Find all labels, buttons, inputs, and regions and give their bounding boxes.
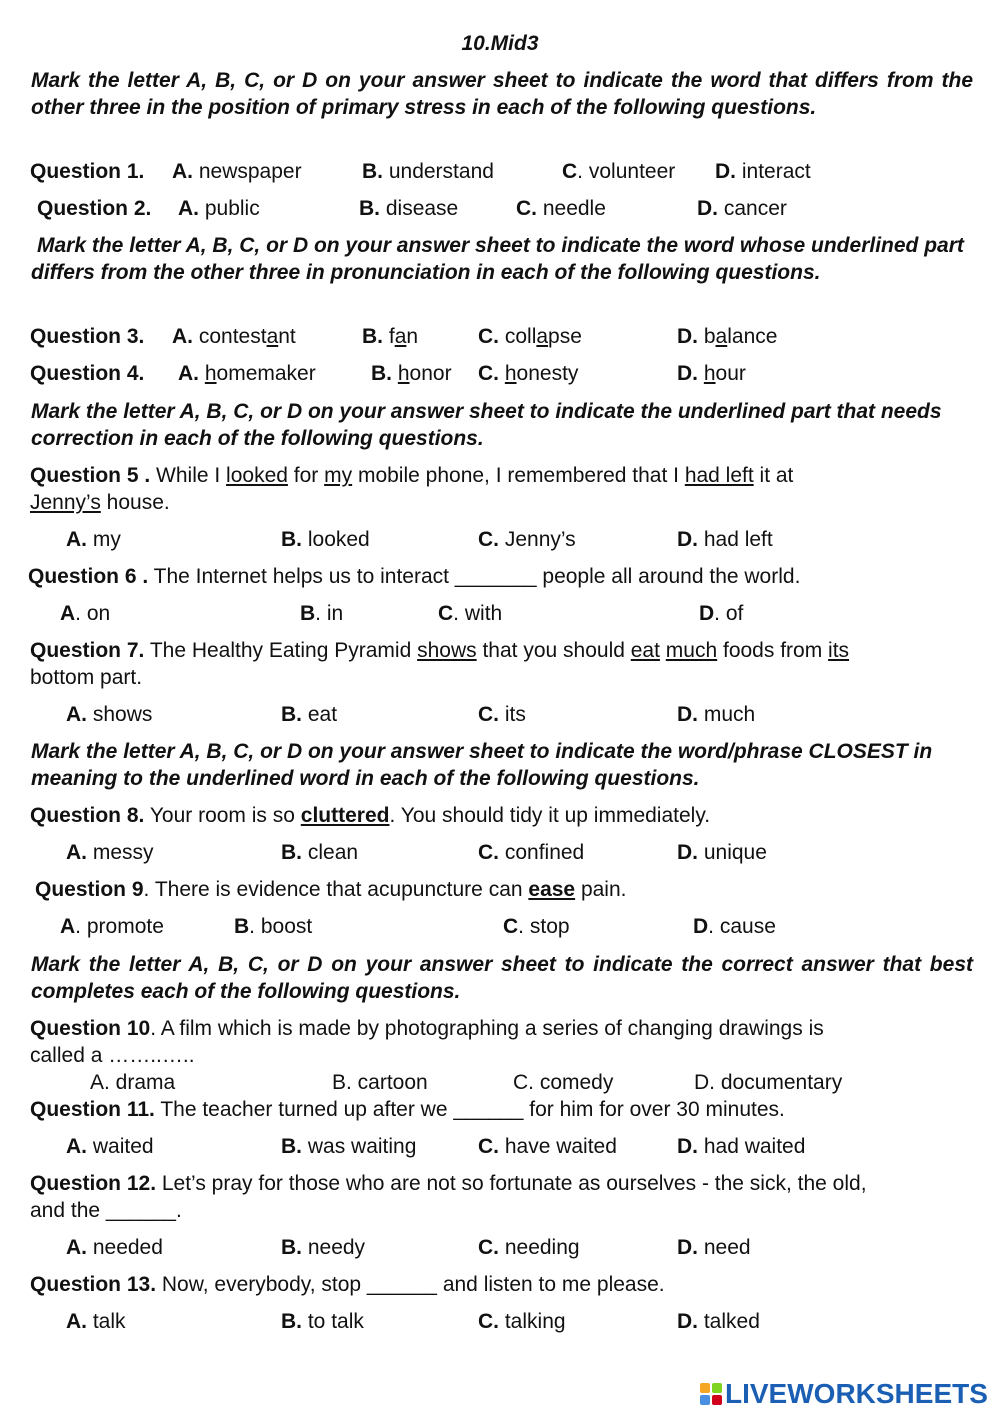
q9-option-d[interactable]: D. cause xyxy=(693,915,776,938)
q13-option-c[interactable]: C. talking xyxy=(478,1310,566,1333)
q8-option-a[interactable]: A. messy xyxy=(66,841,154,864)
question-2: Question 2. xyxy=(37,197,152,220)
q7-option-b[interactable]: B. eat xyxy=(281,703,338,726)
q4-option-a[interactable]: A. homemaker xyxy=(178,362,316,385)
question-label: Question 1. xyxy=(30,160,145,183)
q5-option-b[interactable]: B. looked xyxy=(281,528,370,551)
q2-option-c[interactable]: C. needle xyxy=(516,197,606,220)
q4-option-c[interactable]: C. honesty xyxy=(478,362,579,385)
q10-option-a[interactable]: A. drama xyxy=(90,1071,176,1094)
q3-option-c[interactable]: C. collapse xyxy=(478,325,582,348)
q5-option-a[interactable]: A. my xyxy=(66,528,121,551)
q13-option-a[interactable]: A. talk xyxy=(66,1310,126,1333)
q11-option-c[interactable]: C. have waited xyxy=(478,1135,617,1158)
question-4: Question 4. xyxy=(30,362,145,385)
q9-option-c[interactable]: C. stop xyxy=(503,915,570,938)
liveworksheets-logo xyxy=(700,1379,988,1409)
logo-text: LIVEWORKSHEETS xyxy=(725,1378,988,1409)
q12-option-a[interactable]: A. needed xyxy=(66,1236,163,1259)
q3-option-d[interactable]: D. balance xyxy=(677,325,778,348)
q11-option-b[interactable]: B. was waiting xyxy=(281,1135,417,1158)
q8-option-b[interactable]: B. clean xyxy=(281,841,359,864)
q5-option-d[interactable]: D. had left xyxy=(677,528,773,551)
question-12: Question 12. Let’s pray for those who are not so fortunate as ourselves - the sick, the old, and the ______. xyxy=(30,1172,867,1222)
q6-option-c[interactable]: C. with xyxy=(438,602,503,625)
q6-option-d[interactable]: D. of xyxy=(699,602,744,625)
q9-option-a[interactable]: A. promote xyxy=(60,915,164,938)
q1-option-d[interactable]: D. interact xyxy=(715,160,811,183)
instruction-complete: Mark the letter A, B, C, or D on your answer sheet to indicate the correct answer that best completes each of the following questions. xyxy=(31,953,973,1003)
q3-option-a[interactable]: A. contestant xyxy=(172,325,296,348)
q7-option-c[interactable]: C. its xyxy=(478,703,526,726)
question-3: Question 3. xyxy=(30,325,145,348)
question-13: Question 13. Now, everybody, stop ______ and listen to me please. xyxy=(30,1273,665,1296)
q6-option-a[interactable]: A. on xyxy=(60,602,111,625)
q1-option-b[interactable]: B. understand xyxy=(362,160,494,183)
q1-option-a[interactable]: A. newspaper xyxy=(172,160,302,183)
question-8: Question 8. Your room is so cluttered. You should tidy it up immediately. xyxy=(30,804,711,827)
question-11: Question 11. The teacher turned up after we ______ for him for over 30 minutes. xyxy=(30,1098,785,1121)
q8-option-d[interactable]: D. unique xyxy=(677,841,767,864)
q2-option-d[interactable]: D. cancer xyxy=(697,197,787,220)
q11-option-d[interactable]: D. had waited xyxy=(677,1135,806,1158)
q12-option-d[interactable]: D. need xyxy=(677,1236,751,1259)
q1-option-c[interactable]: C. volunteer xyxy=(562,160,676,183)
question-9: Question 9. There is evidence that acupuncture can ease pain. xyxy=(35,878,627,901)
liveworksheets-icon xyxy=(700,1383,722,1405)
q13-option-d[interactable]: D. talked xyxy=(677,1310,760,1333)
q2-option-b[interactable]: B. disease xyxy=(359,197,459,220)
q9-option-b[interactable]: B. boost xyxy=(234,915,313,938)
q13-option-b[interactable]: B. to talk xyxy=(281,1310,364,1333)
q7-option-a[interactable]: A. shows xyxy=(66,703,153,726)
q6-option-b[interactable]: B. in xyxy=(300,602,344,625)
instruction-stress: Mark the letter A, B, C, or D on your answer sheet to indicate the word that differs from the other three in the position of primary stress in each of the following questions. xyxy=(31,69,973,119)
q12-option-c[interactable]: C. needing xyxy=(478,1236,580,1259)
instruction-closest: Mark the letter A, B, C, or D on your answer sheet to indicate the word/phrase CLOSEST in meaning to the underlined word in each of the following questions. xyxy=(31,740,933,790)
instruction-pronunciation: Mark the letter A, B, C, or D on your answer sheet to indicate the word whose underlined part differs from the other three in pronunciation in each of the following questions. xyxy=(31,234,964,284)
instruction-correction: Mark the letter A, B, C, or D on your answer sheet to indicate the underlined part that needs correction in each of the following questions. xyxy=(31,400,942,450)
q2-option-a[interactable]: A. public xyxy=(178,197,260,220)
question-1 xyxy=(30,158,144,185)
q4-option-b[interactable]: B. honor xyxy=(371,362,452,385)
q10-option-d[interactable]: D. documentary xyxy=(694,1071,843,1094)
worksheet-title: 10.Mid3 xyxy=(461,32,539,55)
question-6: Question 6 . The Internet helps us to interact _______ people all around the world. xyxy=(28,565,801,588)
q5-option-c[interactable]: C. Jenny’s xyxy=(478,528,576,551)
q10-option-b[interactable]: B. cartoon xyxy=(332,1071,428,1094)
q3-option-b[interactable]: B. fan xyxy=(362,325,419,348)
question-5: Question 5 . While I looked for my mobile phone, I remembered that I had left it at Jenny’s house. xyxy=(30,464,794,514)
q12-option-b[interactable]: B. needy xyxy=(281,1236,366,1259)
q7-option-d[interactable]: D. much xyxy=(677,703,756,726)
q10-option-c[interactable]: C. comedy xyxy=(513,1071,614,1094)
question-7: Question 7. The Healthy Eating Pyramid shows that you should eat much foods from its bottom part. xyxy=(30,639,850,689)
question-10: Question 10. A film which is made by photographing a series of changing drawings is called a ……..….. xyxy=(30,1017,824,1067)
q8-option-c[interactable]: C. confined xyxy=(478,841,585,864)
q11-option-a[interactable]: A. waited xyxy=(66,1135,154,1158)
q4-option-d[interactable]: D. hour xyxy=(677,362,746,385)
